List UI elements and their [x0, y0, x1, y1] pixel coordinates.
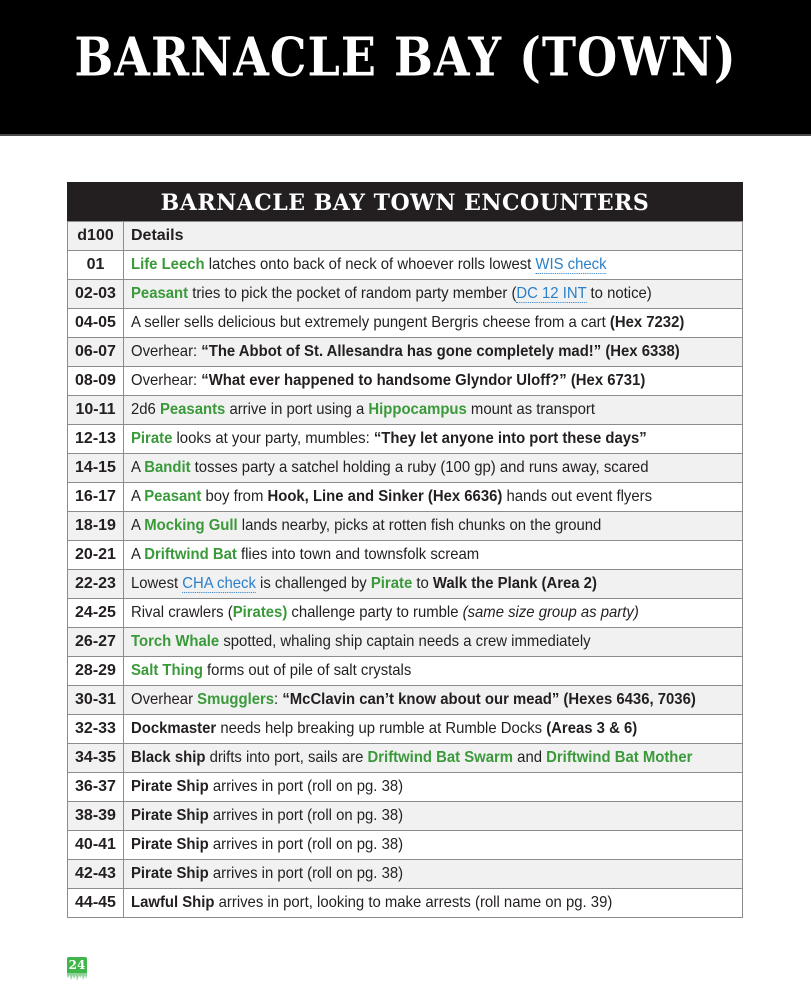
text: drifts into port, sails are	[205, 749, 368, 766]
bold-text: Lawful Ship	[131, 894, 215, 911]
italic-text: (same size group as party)	[462, 604, 639, 621]
chapter-title: BARNACLE BAY (TOWN)	[74, 25, 737, 89]
text: arrives in port (roll on pg. 38)	[208, 807, 404, 824]
bold-text: Black ship	[131, 749, 206, 766]
bold-text: “McClavin can’t know about our mead” (Hexes 6436, 7036)	[282, 691, 696, 708]
bold-text: Pirate Ship	[131, 807, 209, 824]
table-row	[68, 251, 743, 280]
roll-cell: 20-21	[68, 541, 124, 570]
roll-cell: 38-39	[68, 802, 124, 831]
monster-name: Mocking Gull	[144, 517, 238, 534]
text: :	[274, 691, 283, 708]
details-cell	[124, 599, 743, 628]
text: needs help breaking up rumble at Rumble Docks	[216, 720, 547, 737]
text: forms out of pile of salt crystals	[202, 662, 412, 679]
table-row	[68, 396, 743, 425]
details-cell	[124, 570, 743, 599]
monster-name: Driftwind Bat Mother	[546, 749, 693, 766]
details-cell	[124, 338, 743, 367]
table-row	[68, 425, 743, 454]
bold-text: (Hex 7232)	[609, 314, 685, 331]
details-cell	[124, 396, 743, 425]
roll-cell: 36-37	[68, 773, 124, 802]
text: Overhear	[131, 691, 198, 708]
table-row	[68, 773, 743, 802]
table-row	[68, 280, 743, 309]
text: Overhear:	[131, 372, 202, 389]
roll-cell: 26-27	[68, 628, 124, 657]
chapter-banner	[0, 0, 811, 136]
table-row	[68, 309, 743, 338]
text: to notice)	[586, 285, 652, 302]
roll-cell: 34-35	[68, 744, 124, 773]
details-cell	[124, 454, 743, 483]
text: looks at your party, mumbles:	[172, 430, 374, 447]
text: arrives in port (roll on pg. 38)	[208, 865, 404, 882]
text: Overhear:	[131, 343, 202, 360]
details-cell	[124, 425, 743, 454]
table-row	[68, 657, 743, 686]
text: A	[131, 517, 145, 534]
text: mount as transport	[466, 401, 595, 418]
details-cell	[124, 483, 743, 512]
roll-cell: 08-09	[68, 367, 124, 396]
table-row	[68, 541, 743, 570]
monster-name: Smugglers	[197, 691, 275, 708]
text: tries to pick the pocket of random party member (	[188, 285, 517, 302]
text: A	[131, 546, 145, 563]
bold-text: Hook, Line and Sinker (Hex 6636)	[267, 488, 503, 505]
check-link[interactable]: DC 12 INT	[516, 285, 587, 302]
roll-cell: 44-45	[68, 889, 124, 918]
bold-text: “The Abbot of St. Allesandra has gone completely mad!” (Hex 6338)	[201, 343, 680, 360]
bold-text: (Areas 3 & 6)	[546, 720, 638, 737]
text: tosses party a satchel holding a ruby (100 gp) and runs away, scared	[190, 459, 649, 476]
text: arrives in port (roll on pg. 38)	[208, 836, 404, 853]
check-link[interactable]: CHA check	[182, 575, 256, 592]
details-cell	[124, 831, 743, 860]
encounter-grid	[67, 221, 743, 918]
monster-name: Peasant	[131, 285, 189, 302]
text: arrives in port, looking to make arrests (roll name on pg. 39)	[214, 894, 613, 911]
roll-cell: 28-29	[68, 657, 124, 686]
roll-cell: 18-19	[68, 512, 124, 541]
details-cell	[124, 512, 743, 541]
roll-cell: 04-05	[68, 309, 124, 338]
table-row	[68, 512, 743, 541]
table-row	[68, 367, 743, 396]
table-row	[68, 599, 743, 628]
table-row	[68, 338, 743, 367]
details-cell	[124, 773, 743, 802]
monster-name: Pirates)	[232, 604, 288, 621]
monster-name: Salt Thing	[131, 662, 203, 679]
text: challenge party to rumble	[287, 604, 463, 621]
bold-text: “What ever happened to handsome Glyndor Uloff?” (Hex 6731)	[201, 372, 646, 389]
monster-name: Driftwind Bat Swarm	[367, 749, 514, 766]
text: A seller sells delicious but extremely pungent Bergris cheese from a cart	[131, 314, 610, 331]
table-row	[68, 686, 743, 715]
details-cell	[124, 744, 743, 773]
text: 2d6	[131, 401, 160, 418]
text: hands out event flyers	[502, 488, 653, 505]
table-title: BARNACLE BAY TOWN ENCOUNTERS	[67, 182, 743, 221]
text: Rival crawlers (	[131, 604, 233, 621]
roll-cell: 06-07	[68, 338, 124, 367]
details-cell	[124, 657, 743, 686]
text: Lowest	[131, 575, 183, 592]
roll-cell: 42-43	[68, 860, 124, 889]
slime-drip-icon	[67, 973, 87, 981]
text: A	[131, 488, 145, 505]
text: to	[412, 575, 433, 592]
monster-name: Pirate	[131, 430, 173, 447]
roll-cell: 32-33	[68, 715, 124, 744]
bold-text: Pirate Ship	[131, 836, 209, 853]
roll-cell: 40-41	[68, 831, 124, 860]
text: is challenged by	[255, 575, 371, 592]
text: boy from	[201, 488, 268, 505]
text: flies into town and townsfolk scream	[236, 546, 480, 563]
header-row	[68, 222, 743, 251]
details-cell	[124, 628, 743, 657]
check-link[interactable]: WIS check	[535, 256, 607, 273]
details-cell	[124, 686, 743, 715]
details-cell	[124, 889, 743, 918]
table-row	[68, 889, 743, 918]
page-number-badge: 24	[68, 958, 86, 972]
details-cell	[124, 251, 743, 280]
table-row	[68, 483, 743, 512]
text: arrive in port using a	[225, 401, 369, 418]
header-details: Details	[124, 222, 743, 251]
details-cell	[124, 280, 743, 309]
table-row	[68, 570, 743, 599]
monster-name: Pirate	[370, 575, 413, 592]
table-row	[68, 802, 743, 831]
monster-name: Torch Whale	[131, 633, 220, 650]
details-cell	[124, 802, 743, 831]
bold-text: Dockmaster	[131, 720, 217, 737]
text: spotted, whaling ship captain needs a crew immediately	[219, 633, 591, 650]
roll-cell: 01	[68, 251, 124, 280]
roll-cell: 22-23	[68, 570, 124, 599]
monster-name: Life Leech	[131, 256, 205, 273]
monster-name: Bandit	[144, 459, 191, 476]
details-cell	[124, 309, 743, 338]
monster-name: Hippocampus	[368, 401, 467, 418]
header-roll: d100	[68, 222, 124, 251]
encounter-table	[67, 182, 743, 918]
table-row	[68, 454, 743, 483]
monster-name: Peasants	[159, 401, 226, 418]
table-row	[68, 744, 743, 773]
roll-cell: 10-11	[68, 396, 124, 425]
table-row	[68, 715, 743, 744]
table-row	[68, 628, 743, 657]
roll-cell: 30-31	[68, 686, 124, 715]
roll-cell: 14-15	[68, 454, 124, 483]
roll-cell: 12-13	[68, 425, 124, 454]
details-cell	[124, 541, 743, 570]
table-row	[68, 860, 743, 889]
bold-text: “They let anyone into port these days”	[373, 430, 647, 447]
text: latches onto back of neck of whoever rolls lowest	[204, 256, 536, 273]
bold-text: Pirate Ship	[131, 865, 209, 882]
text: arrives in port (roll on pg. 38)	[208, 778, 404, 795]
table-row	[68, 831, 743, 860]
details-cell	[124, 860, 743, 889]
monster-name: Peasant	[144, 488, 202, 505]
bold-text: Pirate Ship	[131, 778, 209, 795]
details-cell	[124, 367, 743, 396]
bold-text: Walk the Plank (Area 2)	[432, 575, 597, 592]
text: and	[513, 749, 547, 766]
text: lands nearby, picks at rotten fish chunks on the ground	[237, 517, 602, 534]
roll-cell: 24-25	[68, 599, 124, 628]
text: A	[131, 459, 145, 476]
roll-cell: 02-03	[68, 280, 124, 309]
roll-cell: 16-17	[68, 483, 124, 512]
monster-name: Driftwind Bat	[144, 546, 237, 563]
details-cell	[124, 715, 743, 744]
